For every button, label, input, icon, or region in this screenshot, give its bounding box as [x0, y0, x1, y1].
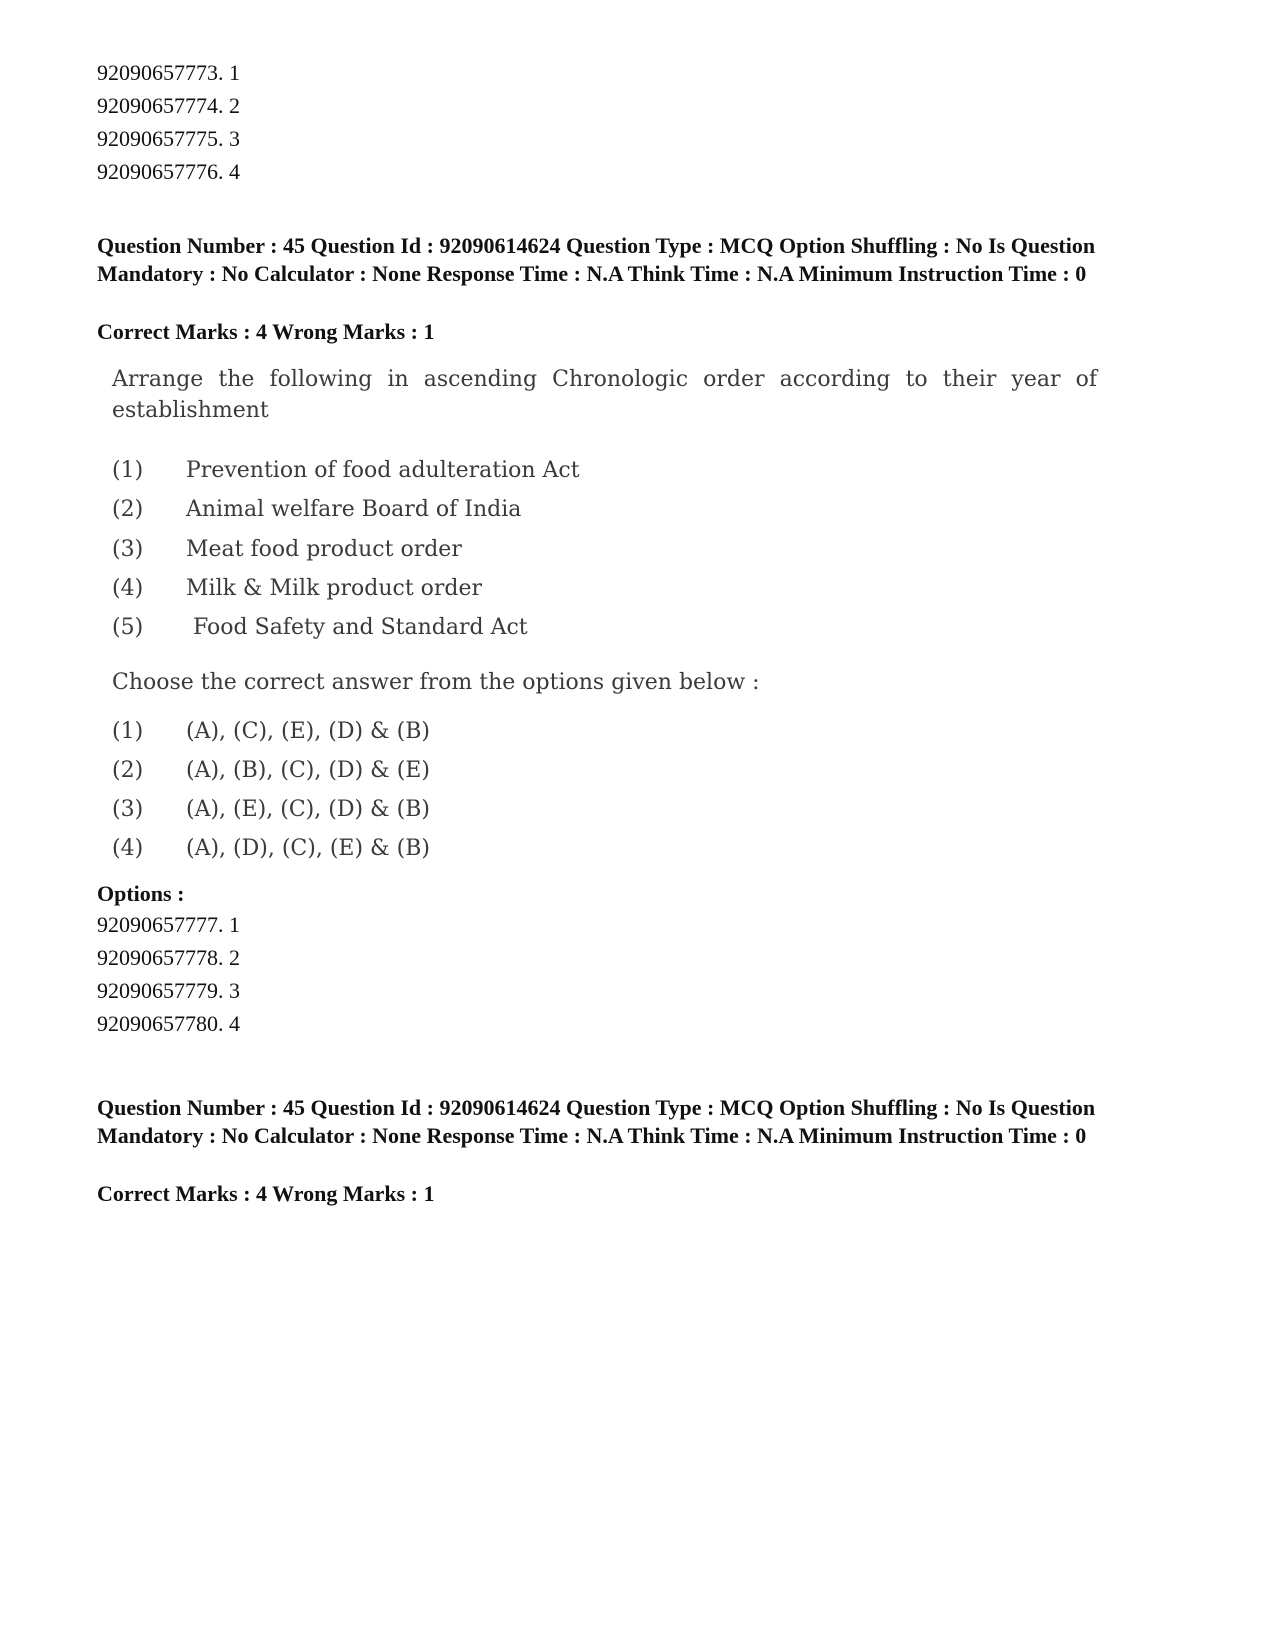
- answer-number: (2): [112, 758, 144, 783]
- statement-text: Food Safety and Standard Act: [186, 615, 528, 640]
- statement-text: Milk & Milk product order: [186, 576, 483, 601]
- answer-choice: [112, 795, 430, 825]
- option-line: 92090657780. 4: [97, 1011, 240, 1036]
- question-header: Question Number : 45 Question Id : 92090614624 Question Type : MCQ Option Shuffling : No Is Question Mandatory : No Calculator : None Response Time : N.A Think Time : N.A Minimum Instruction Time : 0: [97, 233, 1096, 286]
- choose-instruction: Choose the correct answer from the options given below :: [112, 670, 760, 695]
- answer-text: (A), (E), (C), (D) & (B): [186, 797, 430, 822]
- option-line: 92090657775. 3: [97, 126, 240, 151]
- answer-choice: [112, 834, 430, 864]
- option-line: 92090657779. 3: [97, 978, 240, 1003]
- statement-item: [112, 535, 462, 565]
- option-line: 92090657774. 2: [97, 93, 240, 118]
- option-line: 92090657773. 1: [97, 60, 240, 85]
- statement-number: (1): [112, 458, 144, 483]
- answer-choice: [112, 717, 430, 747]
- answer-number: (3): [112, 797, 144, 822]
- statement-number: (5): [112, 615, 144, 640]
- statement-item: [112, 574, 482, 604]
- question-stem: Arrange the following in ascending Chronologic order according to their year of establishment: [112, 367, 1097, 423]
- statement-number: (3): [112, 537, 144, 562]
- statement-text: Animal welfare Board of India: [186, 497, 522, 522]
- question-header: Question Number : 45 Question Id : 92090614624 Question Type : MCQ Option Shuffling : No Is Question Mandatory : No Calculator : None Response Time : N.A Think Time : N.A Minimum Instruction Time : 0: [97, 1095, 1096, 1148]
- statement-text: Prevention of food adulteration Act: [186, 458, 580, 483]
- answer-text: (A), (B), (C), (D) & (E): [186, 758, 430, 783]
- answer-text: (A), (D), (C), (E) & (B): [186, 836, 430, 861]
- answer-choice: [112, 756, 430, 786]
- option-line: 92090657777. 1: [97, 912, 240, 937]
- answer-number: (4): [112, 836, 144, 861]
- option-line: 92090657778. 2: [97, 945, 240, 970]
- answer-number: (1): [112, 719, 144, 744]
- statement-number: (4): [112, 576, 144, 601]
- options-heading: Options :: [97, 881, 185, 906]
- question-marks: Correct Marks : 4 Wrong Marks : 1: [97, 319, 435, 344]
- statement-item: [112, 456, 580, 486]
- statement-item: [112, 495, 521, 525]
- question-marks: Correct Marks : 4 Wrong Marks : 1: [97, 1181, 435, 1206]
- option-line: 92090657776. 4: [97, 159, 240, 184]
- question-image: [112, 364, 1112, 884]
- previous-question-options: [97, 56, 240, 188]
- statement-number: (2): [112, 497, 144, 522]
- question-options: [97, 908, 240, 1040]
- statement-text: Meat food product order: [186, 537, 462, 562]
- answer-text: (A), (C), (E), (D) & (B): [186, 719, 430, 744]
- statement-item: [112, 613, 528, 643]
